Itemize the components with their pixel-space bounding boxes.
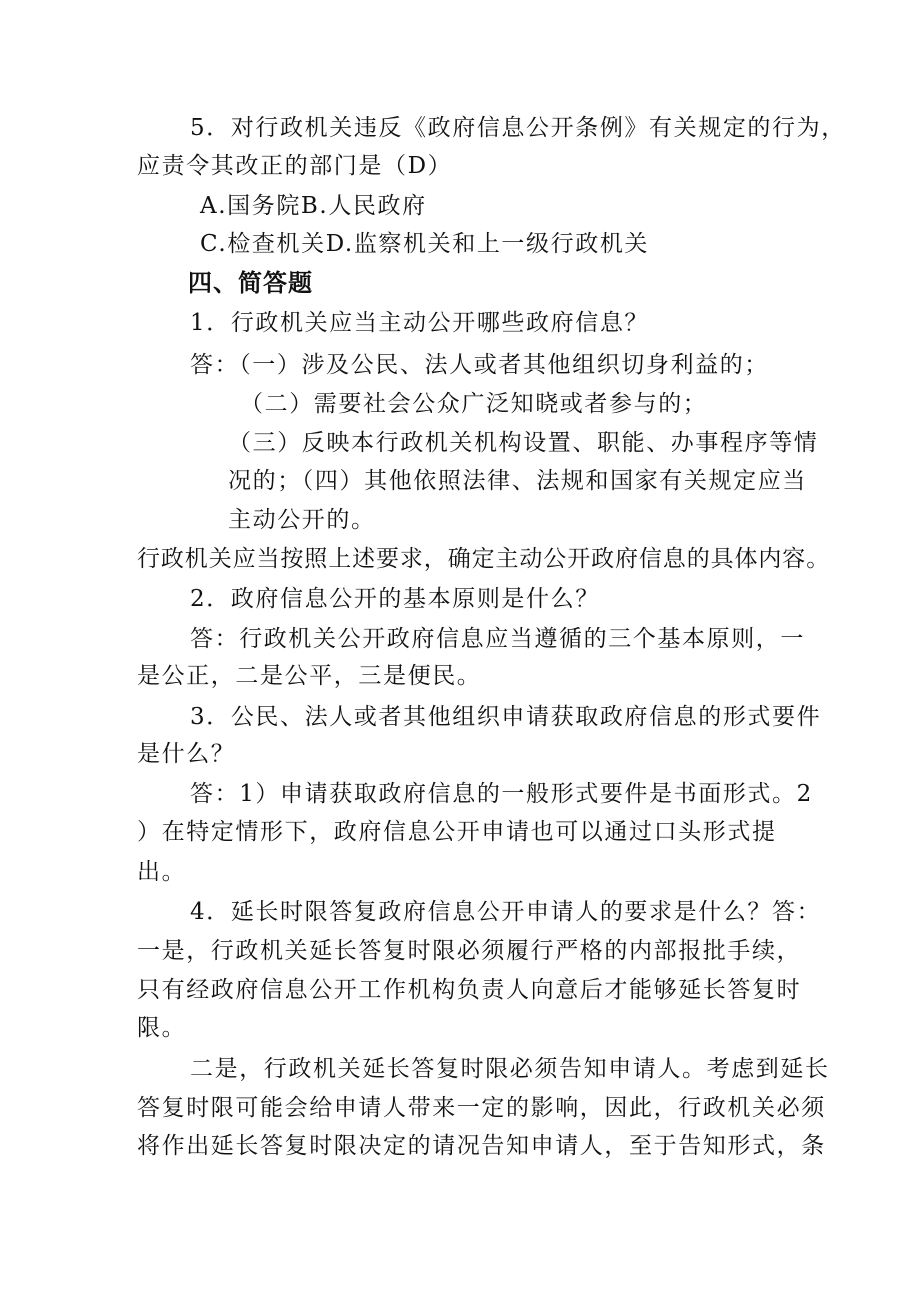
short-answer-1-question: 1．行政机关应当主动公开哪些政府信息？ bbox=[190, 310, 650, 336]
short-answer-2-question: 2．政府信息公开的基本原则是什么？ bbox=[190, 586, 600, 612]
question-5-options-ab: A.国务院B.人民政府 bbox=[200, 193, 427, 219]
short-answer-4-answer-line-3: 限。 bbox=[137, 1015, 187, 1041]
question-5-line-2: 应责令其改正的部门是（D） bbox=[137, 153, 453, 179]
short-answer-3-answer-line-3: 出。 bbox=[137, 859, 187, 885]
short-answer-3-answer-line-2: ）在特定情形下，政府信息公开申请也可以通过口头形式提 bbox=[137, 819, 777, 845]
short-answer-1-answer-line-5: 主动公开的。 bbox=[228, 507, 376, 533]
short-answer-4-point-2-line-2: 答复时限可能会给申请人带来一定的影响，因此，行政机关必须 bbox=[137, 1095, 826, 1121]
short-answer-3-question-line-1: 3．公民、法人或者其他组织申请获取政府信息的形式要件 bbox=[190, 704, 822, 730]
short-answer-4-point-2-line-1: 二是，行政机关延长答复时限必须告知申请人。考虑到延长 bbox=[190, 1056, 830, 1082]
short-answer-1-summary: 行政机关应当按照上述要求，确定主动公开政府信息的具体内容。 bbox=[137, 546, 831, 572]
question-5-line-1: 5．对行政机关违反《政府信息公开条例》有关规定的行为， bbox=[190, 115, 846, 141]
short-answer-1-answer-line-1: 答：（一）涉及公民、法人或者其他组织切身利益的； bbox=[190, 352, 769, 378]
short-answer-4-question: 4．延长时限答复政府信息公开申请人的要求是什么？答： bbox=[190, 899, 822, 925]
short-answer-3-question-line-2: 是什么？ bbox=[137, 741, 236, 767]
short-answer-2-answer-line-1: 答：行政机关公开政府信息应当遵循的三个基本原则，一 bbox=[190, 626, 805, 652]
short-answer-2-answer-line-2: 是公正，二是公平，三是便民。 bbox=[137, 663, 482, 689]
short-answer-4-point-2-line-3: 将作出延长答复时限决定的请况告知申请人，至于告知形式，条 bbox=[137, 1133, 826, 1159]
short-answer-3-answer-line-1: 答：1）申请获取政府信息的一般形式要件是书面形式。2 bbox=[190, 781, 813, 807]
short-answer-1-answer-line-4: 况的；（四）其他依照法律、法规和国家有关规定应当 bbox=[228, 468, 807, 494]
question-5-options-cd: C.检查机关D.监察机关和上一级行政机关 bbox=[200, 231, 650, 257]
short-answer-4-answer-line-2: 只有经政府信息公开工作机构负责人向意后才能够延长答复时 bbox=[137, 977, 802, 1003]
short-answer-4-answer-line-1: 一是，行政机关延长答复时限必须履行严格的内部报批手续， bbox=[137, 938, 802, 964]
section-heading: 四、简答题 bbox=[188, 269, 313, 297]
short-answer-1-answer-line-3: （三）反映本行政机关机构设置、职能、办事程序等情 bbox=[228, 430, 819, 456]
short-answer-1-answer-line-2: （二）需要社会公众广泛知晓或者参与的； bbox=[240, 391, 708, 417]
